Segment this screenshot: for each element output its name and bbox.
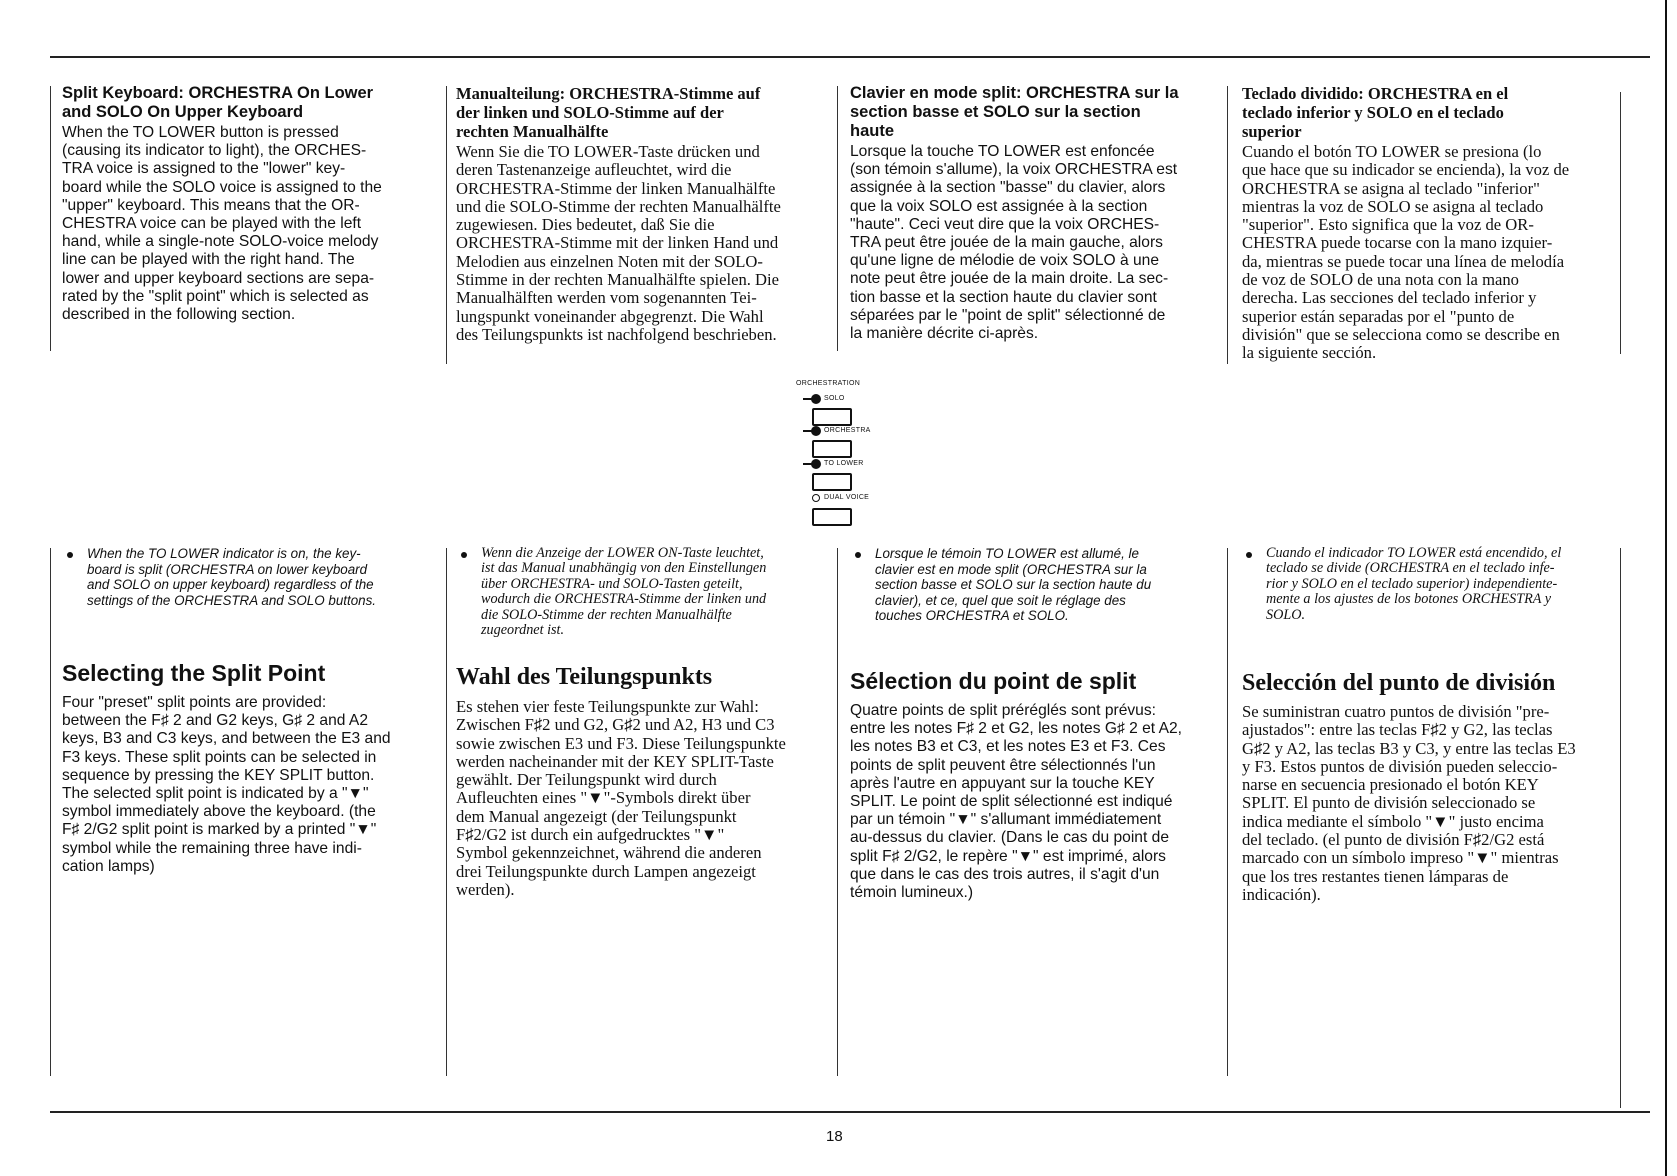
section-title: Selección del punto de división <box>1242 670 1556 696</box>
to-lower-button[interactable] <box>812 473 852 491</box>
page-edge-mark <box>1665 0 1667 1176</box>
column-german <box>456 84 836 344</box>
section-title: Sélection du point de split <box>850 668 1137 694</box>
bullet <box>1246 552 1252 558</box>
section-title: Wahl des Teilungspunkts <box>456 664 713 690</box>
split-keyboard-text: Lorsque la touche TO LOWER est enfoncée (son témoin s'allume), la voix ORCHESTRA est assignée à la section "basse" du clavier, alors que la voix SOLO est assignée à la section "haute". Ceci veut dire que la voix ORCHES- TRA peut être jouée de la main gauche, alors qu'une ligne de mélodie de voix SOLO à une note peut être jouée de la main droite. La sec- tion basse et la section haute du clavier sont séparées par le "point de split" sélectionné de la manière décrite ci-après. <box>850 143 1178 343</box>
column-divider <box>50 548 51 1076</box>
to-lower-note: Cuando el indicador TO LOWER está encendido, el teclado se divide (ORCHESTRA en el teclado infe- rior y SOLO en el teclado superior) independiente- mente a los ajustes de los botones ORCHESTRA y SOLO. <box>1266 545 1562 623</box>
column-divider <box>446 86 447 364</box>
bottom-rule <box>50 1111 1650 1113</box>
column-divider <box>50 86 51 351</box>
section-title: Selecting the Split Point <box>62 660 326 686</box>
section-text: Se suministran cuatro puntos de división "pre- ajustados": entre las teclas F♯2 y G2, las teclas G♯2 y A2, las teclas B3 y C3, y entre las teclas E3 y F3. Estos puntos de división pueden seleccio- narse en secuencia presionado el botón KEY SPLIT. El punto de división seleccionado se indica mediante el símbolo "▼" justo encima del teclado. (el punto de división F♯2/G2 está marcado con un símbolo impreso "▼" mientras que los tres restantes tienen lámparas de indicación). <box>1242 702 1576 904</box>
column-divider <box>837 548 838 1076</box>
column-divider <box>446 548 447 1076</box>
to-lower-note: When the TO LOWER indicator is on, the key- board is split (ORCHESTRA on lower keyboard and SOLO on upper keyboard) regardless of the settings of the ORCHESTRA and SOLO buttons. <box>87 546 377 608</box>
to-lower-note: Lorsque le témoin TO LOWER est allumé, le clavier est en mode split (ORCHESTRA sur la section basse et SOLO sur la section haute du clavier), et ce, quel que soit le réglage des touches ORCHESTRA et SOLO. <box>875 546 1152 624</box>
solo-label: SOLO <box>824 395 845 402</box>
bullet <box>67 552 73 558</box>
to-lower-label: TO LOWER <box>824 460 864 467</box>
section-text: Four "preset" split points are provided: between the F♯ 2 and G2 keys, G♯ 2 and A2 keys, B3 and C3 keys, and between the E3 and F3 keys. These split points can be selected in sequence by pressing the KEY SPLIT button. The selected split point is indicated by a "▼" symbol immediately above the keyboard. (the F♯ 2/G2 split point is marked by a printed "▼" symbol while the remaining three have indi- cation lamps) <box>62 694 391 875</box>
section-text-wrap <box>456 698 836 899</box>
section-text-wrap <box>1242 703 1617 904</box>
split-keyboard-heading: Clavier en mode split: ORCHESTRA sur la section basse et SOLO sur la section haute <box>850 84 1179 140</box>
bullet <box>855 552 861 558</box>
column-divider <box>1227 86 1228 364</box>
to-lower-note: Wenn die Anzeige der LOWER ON-Taste leuchtet, ist das Manual unabhängig von den Einstellungen über ORCHESTRA- und SOLO-Tasten geteilt, wodurch die ORCHESTRA-Stimme der linken und die SOLO-Stimme der rechten Manualhälfte zugeordnet ist. <box>481 545 767 639</box>
split-keyboard-text: Wenn Sie die TO LOWER-Taste drücken und deren Tastenanzeige aufleuchtet, wird die ORCHESTRA-Stimme der linken Manualhälfte und die SOLO-Stimme der rechten Manualhälfte zugewiesen. Dies bedeutet, daß Sie die ORCHESTRA-Stimme mit der linken Hand und Melodien aus einzelnen Noten mit der SOLO- Stimme in der rechten Manualhälfte spielen. Die Manualhälften werden vom sogenannten Tei- lungspunkt voneinander abgegrenzt. Die Wahl des Teilungspunkts ist nachfolgend beschrieben. <box>456 142 781 344</box>
split-keyboard-heading: Manualteilung: ORCHESTRA-Stimme auf der linken und SOLO-Stimme auf der rechten Manualhälfte <box>456 84 761 141</box>
section-text: Es stehen vier feste Teilungspunkte zur Wahl: Zwischen F♯2 und G2, G♯2 und A2, H3 und C3 sowie zwischen E3 und F3. Diese Teilungspunkte werden nacheinander mit der KEY SPLIT-Taste gewählt. Der Teilungspunkt wird durch Aufleuchten eines "▼"-Symbols direkt über dem Manual angezeigt (der Teilungspunkt F♯2/G2 ist durch ein aufgedrucktes "▼" Symbol gekennzeichnet, während die anderen drei Teilungspunkte durch Lampen angezeigt werden). <box>456 697 786 899</box>
orchestra-label: ORCHESTRA <box>824 427 871 434</box>
dual-voice-lamp-icon <box>812 494 820 502</box>
orchestration-label: ORCHESTRATION <box>796 380 861 387</box>
column-divider <box>1227 548 1228 1076</box>
split-keyboard-text: Cuando el botón TO LOWER se presiona (lo que hace que su indicador se encienda), la voz de ORCHESTRA se asigna al teclado "inferior" mientras la voz de SOLO se asigna al teclado "superior". Esto significa que la voz de OR- CHESTRA puede tocarse con la mano izquier- da, mientras se puede tocar una línea de melodía de voz de SOLO de una nota con la mano derecha. Las secciones del teclado inferior y superior están separadas por el "punto de división" que se selecciona como se describe en la siguiente sección. <box>1242 142 1570 363</box>
split-keyboard-heading: Teclado dividido: ORCHESTRA en el teclado inferior y SOLO en el teclado superior <box>1242 84 1509 141</box>
solo-button[interactable] <box>812 408 852 426</box>
top-rule <box>50 56 1650 58</box>
dual-voice-label: DUAL VOICE <box>824 494 870 501</box>
column-divider <box>837 86 838 351</box>
split-keyboard-heading: Split Keyboard: ORCHESTRA On Lower and SOLO On Upper Keyboard <box>62 84 374 121</box>
orchestra-button[interactable] <box>812 440 852 458</box>
column-english <box>62 84 437 324</box>
dual-voice-button[interactable] <box>812 508 852 526</box>
section-text: Quatre points de split préréglés sont prévus: entre les notes F♯ 2 et G2, les notes G♯ 2 et A2, les notes B3 et C3, et les notes E3 et F3. Ces points de split peuvent être sélectionnés l'un après l'autre en appuyant sur la touche KEY SPLIT. Le point de split sélectionné est indiqué par un témoin "▼" s'allumant immédiatement au-dessus du clavier. (Dans le cas du point de split F♯ 2/G2, le repère "▼" est imprimé, alors que dans le cas des trois autres, il s'agit d'un témoin lumineux.) <box>850 702 1182 902</box>
page-number: 18 <box>826 1128 843 1145</box>
column-spanish <box>1242 84 1617 363</box>
column-divider <box>1620 92 1621 354</box>
column-divider <box>1620 548 1621 1108</box>
split-keyboard-text: When the TO LOWER button is pressed (causing its indicator to light), the ORCHES- TRA voice is assigned to the "lower" key- board while the SOLO voice is assigned to the "upper" keyboard. This means that the OR- CHESTRA voice can be played with the left hand, while a single-note SOLO-voice melody line can be played with the right hand. The lower and upper keyboard sections are sepa- rated by the "split point" which is selected as described in the following section. <box>62 124 382 324</box>
orchestration-panel-diagram <box>790 380 900 530</box>
bullet <box>461 552 467 558</box>
column-french <box>850 84 1222 343</box>
